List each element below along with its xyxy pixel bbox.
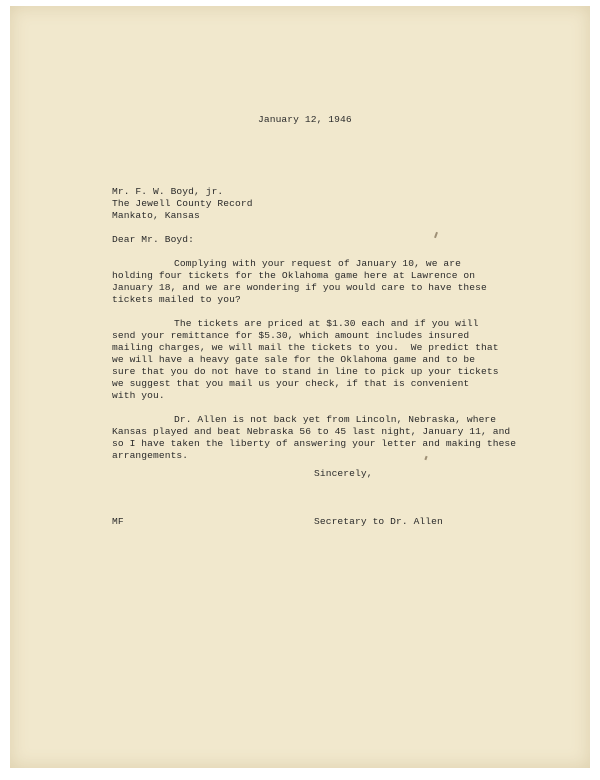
letter-date: January 12, 1946 — [258, 114, 352, 125]
typist-initials: MF — [112, 516, 124, 527]
paragraph-2-line-4: we will have a heavy gate sale for the Oklahoma game and to be — [112, 354, 476, 365]
signature-title: Secretary to Dr. Allen — [314, 516, 443, 527]
paragraph-1-line-1: Complying with your request of January 10, we are — [174, 258, 462, 269]
paragraph-2-line-1: The tickets are priced at $1.30 each and if you will — [174, 318, 479, 329]
address-line-3: Mankato, Kansas — [112, 210, 200, 221]
paper-speck — [424, 456, 427, 460]
paragraph-3-line-2: Kansas played and beat Nebraska 56 to 45 last night, January 11, and — [112, 426, 511, 437]
address-line-1: Mr. F. W. Boyd, jr. — [112, 186, 224, 197]
paragraph-3-line-4: arrangements. — [112, 450, 189, 461]
paragraph-1-line-3: January 18, and we are wondering if you would care to have these — [112, 282, 487, 293]
paragraph-1-line-2: holding four tickets for the Oklahoma game here at Lawrence on — [112, 270, 476, 281]
paragraph-3-line-3: so I have taken the liberty of answering your letter and making these — [112, 438, 517, 449]
paragraph-2-line-7: with you. — [112, 390, 165, 401]
address-line-2: The Jewell County Record — [112, 198, 253, 209]
paragraph-2-line-6: we suggest that you mail us your check, if that is convenient — [112, 378, 470, 389]
salutation: Dear Mr. Boyd: — [112, 234, 195, 245]
paragraph-2-line-5: sure that you do not have to stand in line to pick up your tickets — [112, 366, 499, 377]
closing: Sincerely, — [314, 468, 373, 479]
paragraph-3-line-1: Dr. Allen is not back yet from Lincoln, Nebraska, where — [174, 414, 497, 425]
paragraph-1-line-4: tickets mailed to you? — [112, 294, 241, 305]
paragraph-2-line-2: send your remittance for $5.30, which amount includes insured — [112, 330, 470, 341]
paper-speck — [434, 232, 438, 238]
paragraph-2-line-3: mailing charges, we will mail the tickets to you. We predict that — [112, 342, 499, 353]
letter-page — [10, 6, 590, 768]
